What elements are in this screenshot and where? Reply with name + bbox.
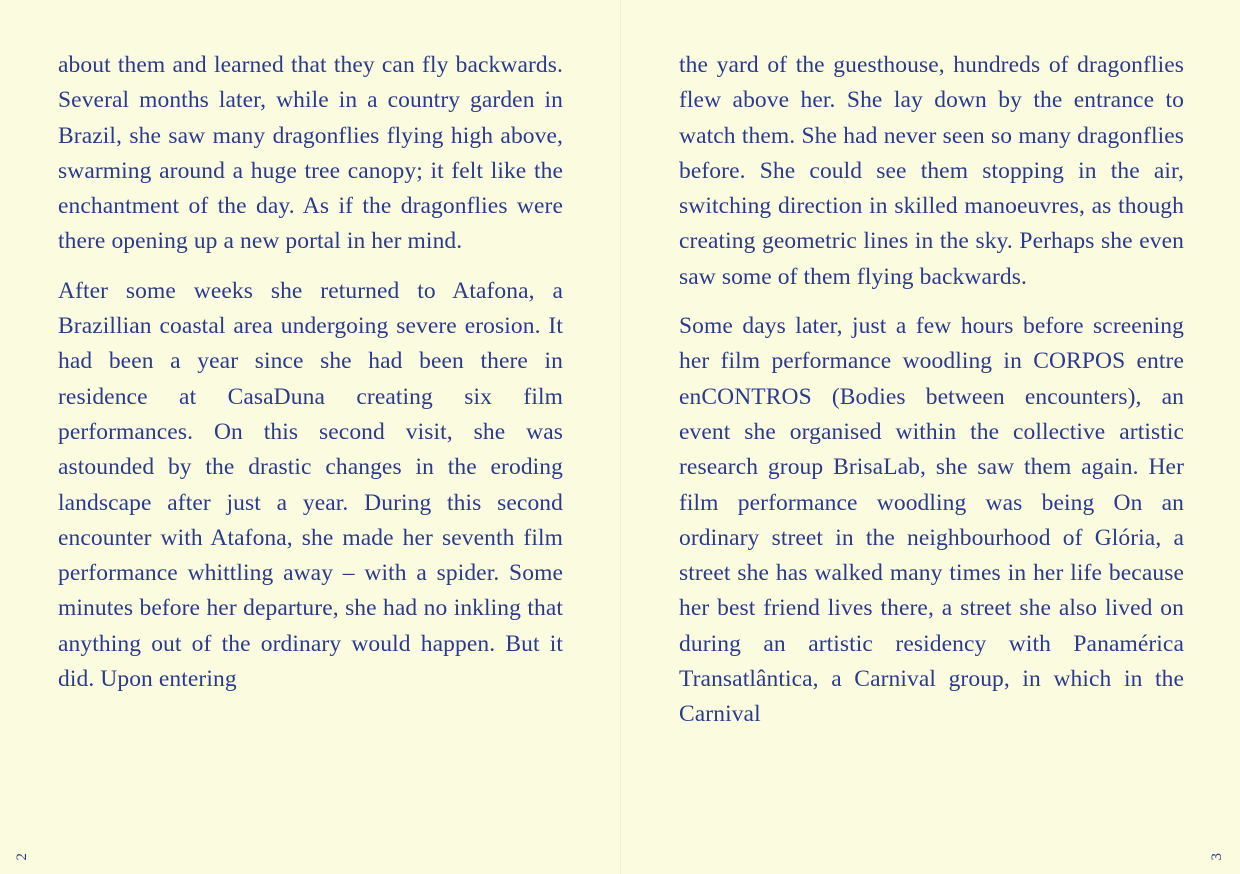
page-number-left: 2 xyxy=(14,852,30,860)
left-page-text-column xyxy=(58,48,563,697)
right-page xyxy=(620,0,1240,874)
paragraph: the yard of the guesthouse, hundreds of dragonflies flew above her. She lay down by the entrance to watch them. She had never seen so many dragonflies before. She could see them stopping in the air, switching direction in skilled manoeuvres, as though creating geometric lines in the sky. Perhaps she even saw some of them flying backwards. xyxy=(679,52,1184,290)
paragraph: about them and learned that they can fly backwards. Several months later, while in a country garden in Brazil, she saw many dragonflies flying high above, swarming around a huge tree canopy; it felt like the enchantment of the day. As if the dragonflies were there opening up a new portal in her mind. xyxy=(58,52,563,255)
paragraph: After some weeks she returned to Atafona, a Brazillian coastal area undergoing severe erosion. It had been a year since she had been there in residence at CasaDuna creating six film performances. On this second visit, she was astounded by the drastic changes in the eroding landscape after just a year. During this second encounter with Atafona, she made her seventh film performance whittling away – with a spider. Some minutes before her departure, she had no inkling that anything out of the ordinary would happen. But it did. Upon entering xyxy=(58,277,563,693)
paragraph: Some days later, just a few hours before screening her film performance woodling in CORPOS entre enCONTROS (Bodies between encounters), an event she organised within the collective artistic research group BrisaLab, she saw them again. Her film performance woodling was being On an ordinary street in the neighbourhood of Glória, a street she has walked many times in her life because her best friend lives there, a street she also lived on during an artistic residency with Panamérica Transatlântica, a Carnival group, in which in the Carnival xyxy=(679,313,1184,728)
page-number-right: 3 xyxy=(1209,852,1225,860)
right-page-text-column xyxy=(679,48,1184,733)
